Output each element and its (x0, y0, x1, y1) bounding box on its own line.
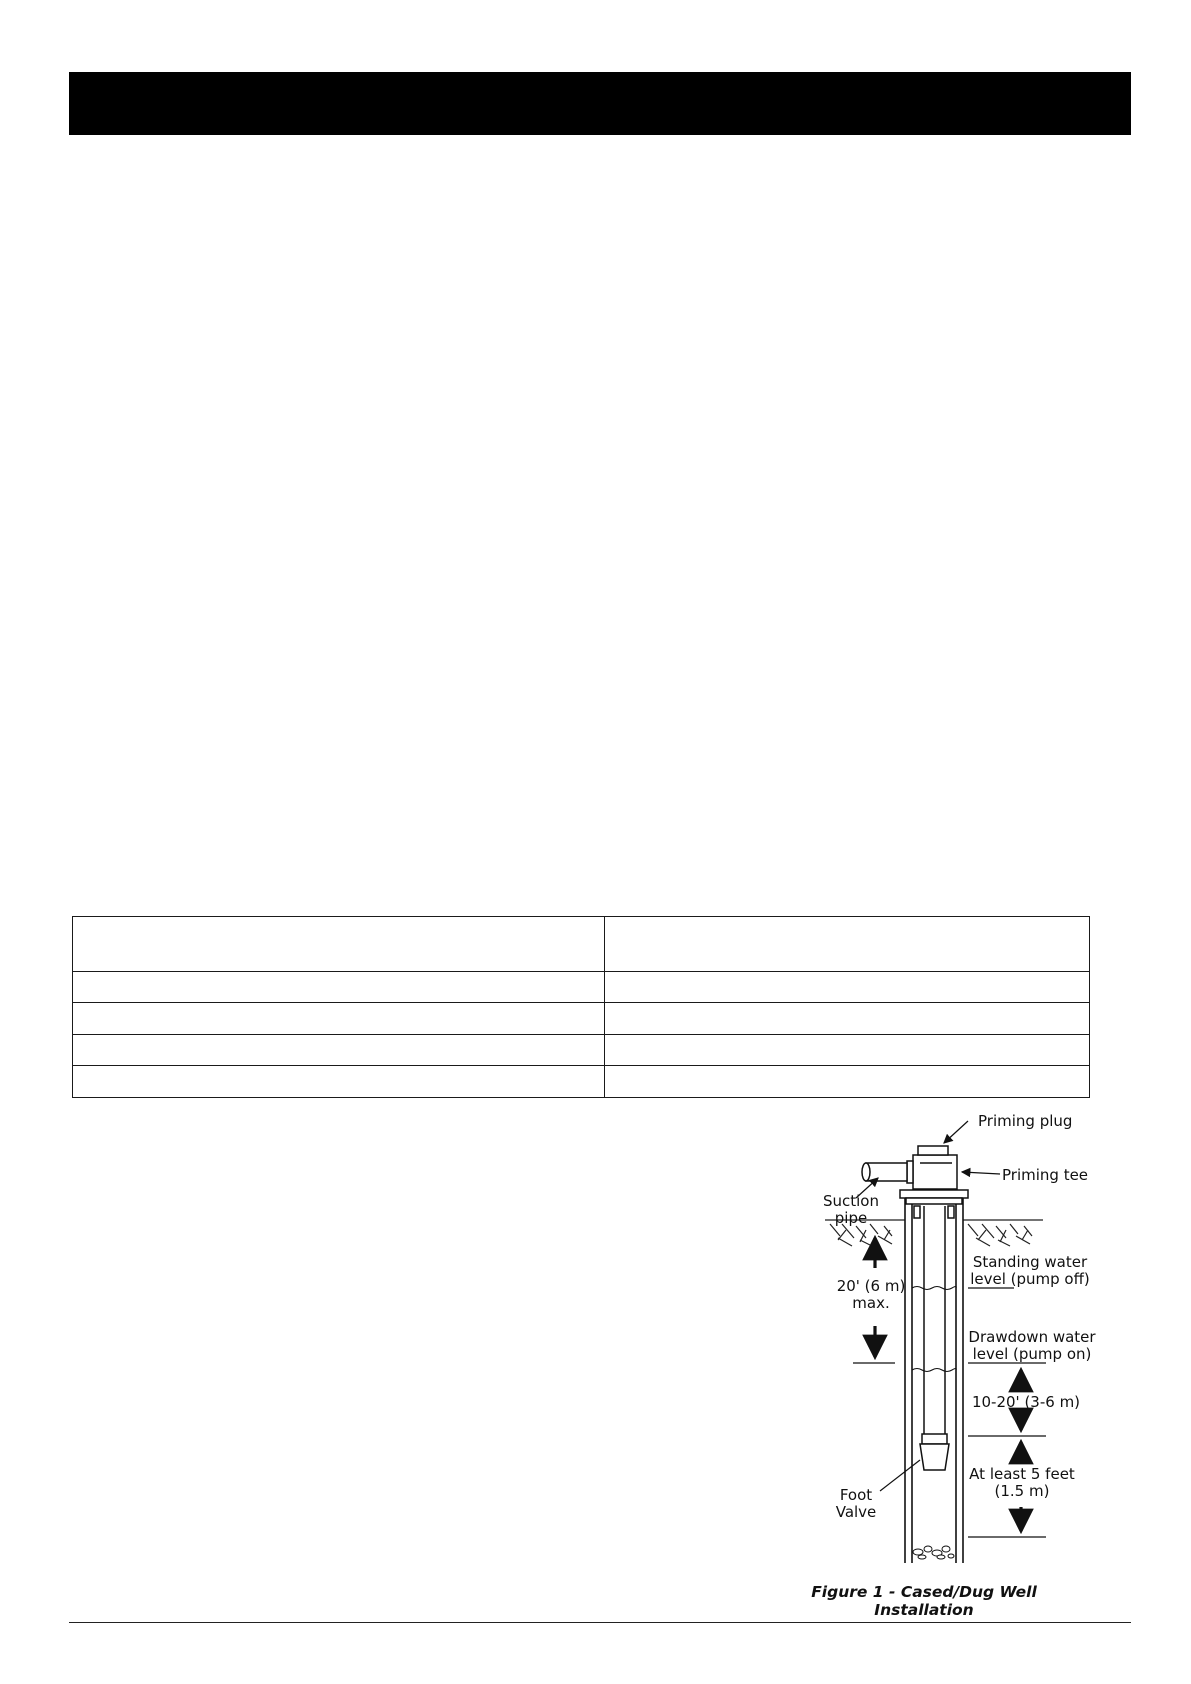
label-drawdown-water: level (pump on) (972, 1345, 1092, 1363)
label-drawdown-range: 10-20' (3-6 m) (971, 1393, 1081, 1411)
foot-valve-icon (920, 1434, 949, 1470)
table-header-cell (605, 917, 1090, 972)
gravel-bed (913, 1546, 954, 1559)
figure-caption: Figure 1 - Cased/Dug Well Installation (811, 1583, 1037, 1619)
label-foot-valve: Foot (839, 1486, 873, 1504)
label-priming-tee: Priming tee (1002, 1166, 1089, 1184)
table-row (73, 1034, 1090, 1066)
label-clearance: At least 5 feet (969, 1465, 1075, 1483)
well-casing (905, 1196, 963, 1563)
drop-pipe (924, 1206, 945, 1434)
table-header-cell (73, 917, 605, 972)
label-standing-water: Standing water (972, 1253, 1088, 1271)
table-row (73, 1066, 1090, 1098)
table-cell (73, 971, 605, 1003)
water-level-lines (912, 1287, 956, 1372)
table-cell (605, 1003, 1090, 1035)
label-foot-valve: Valve (835, 1503, 877, 1521)
suction-pipe-icon (862, 1163, 907, 1181)
label-suction-pipe: pipe (834, 1209, 868, 1227)
table-header-row (73, 917, 1090, 972)
well-seal-plate (900, 1190, 968, 1218)
section-header-bar (69, 72, 1131, 135)
table-row (73, 971, 1090, 1003)
table-row (73, 1003, 1090, 1035)
label-suction-pipe: Suction (822, 1192, 880, 1210)
table-cell (73, 1066, 605, 1098)
table-cell (73, 1034, 605, 1066)
priming-tee-icon (907, 1146, 957, 1189)
table-cell (73, 1003, 605, 1035)
table-cell (605, 971, 1090, 1003)
spec-table (72, 916, 1090, 1098)
well-installation-figure (760, 1104, 1120, 1604)
table-cell (605, 1066, 1090, 1098)
label-max-depth: max. (852, 1294, 890, 1312)
label-max-depth: 20' (6 m) (836, 1277, 906, 1295)
footer-rule (69, 1622, 1131, 1623)
label-priming-plug: Priming plug (978, 1112, 1073, 1130)
label-drawdown-water: Drawdown water (968, 1328, 1096, 1346)
label-standing-water: level (pump off) (970, 1270, 1090, 1288)
table-cell (605, 1034, 1090, 1066)
label-clearance: (1.5 m) (994, 1482, 1050, 1500)
